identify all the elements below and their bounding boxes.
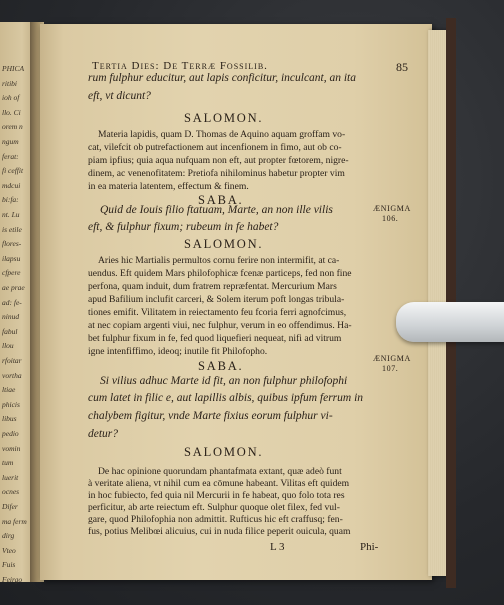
page-number: 85 [396, 60, 408, 74]
speaker-heading: SABA. [198, 193, 244, 207]
text-line: bet fulphur fixum in fe, fed quod liquefieri nequeat, nifi ad vitrum [88, 333, 342, 344]
running-head: Tertia Dies: De Terræ Fossilib. [92, 60, 268, 72]
left-page-line: cfpere [2, 268, 21, 278]
left-page-line: llou [2, 341, 14, 351]
text-line: eft, vt dicunt? [88, 90, 151, 102]
left-page-line: mdcui [2, 180, 21, 190]
text-line: rum fulphur educitur, aut lapis conficitur, inculcant, an ita [88, 72, 357, 84]
left-page-line: Difer [2, 502, 18, 511]
text-line: perfona, quam induit, dum fratrem repræfentat. Mercurium Mars [88, 281, 337, 292]
text-line: tiones emifit. Vilitatem in reiectamento feu fcoria ferri agnofcimus, [88, 307, 347, 318]
text-line: fus, potius Melibœi alicuius, cui in nuda filice peperit ouicula, quam [88, 526, 351, 537]
text-line: detur? [88, 428, 119, 440]
text-line: cat, vilefcit ob putrefactionem aut incenfionem in fimo, aut ob co- [88, 142, 342, 153]
page-clip [396, 302, 504, 342]
text-line: De hac opinione quorundam phantafmata extant, quæ adeò funt [98, 466, 342, 477]
text-line: cum latet in filic e, aut lapillis albis, quibus ipfum ferrum in [88, 392, 364, 404]
text-line: in hoc fubiecto, fed quia nil Mercurii in fe habeat, quo folo tota res [88, 490, 345, 501]
left-page-line: libus [2, 414, 17, 424]
left-page-line: ltiae [2, 385, 16, 395]
left-page-line: phicis [2, 399, 20, 409]
left-page-line: ioh of [2, 93, 20, 103]
margin-note-number: 106. [382, 214, 399, 223]
text-line: chalybem figitur, vnde Marte fixius eorum fulphur vi- [88, 410, 333, 422]
signature-mark: L 3 [270, 541, 285, 553]
left-page-line: ilapsu [2, 253, 21, 263]
margin-note-label: ÆNIGMA [373, 354, 411, 363]
text-line: gare, quod Philofophia non admittit. Rufticus hic eft craffusq; fen- [88, 514, 343, 525]
text-line: Quid de Iouis filio ftatuam, Marte, an non ille vilis [100, 204, 333, 216]
left-page-line: llo. Ci [2, 107, 21, 117]
left-page-line: tum [2, 458, 14, 468]
speaker-heading: SALOMON. [184, 111, 264, 125]
left-page-line: rfoitar [2, 356, 22, 365]
text-line: piam ipfius; quia aqua nufquam non eft, aut propter fœtorem, nigre- [88, 155, 349, 166]
left-page-line: ritibi [2, 78, 18, 88]
text-line: Materia lapidis, quam D. Thomas de Aquino aquam groffam vo- [98, 129, 346, 140]
left-page-line: vomin [2, 443, 21, 453]
speaker-heading: SABA. [198, 359, 244, 373]
text-line: in ea materia latentem, effectum & finem. [88, 181, 249, 192]
left-page-line: ad: fe- [2, 297, 22, 307]
left-page-line: PHICA [2, 64, 25, 73]
left-page-line: dirg [2, 531, 15, 541]
left-page-line: nt. Lu [2, 210, 20, 219]
left-page-line: pedio [2, 429, 19, 438]
left-page-line: ngum [2, 137, 19, 146]
left-page-line: luerit [2, 472, 19, 482]
left-page-line: ferat: [2, 151, 19, 161]
left-page-line: is etile [2, 224, 22, 234]
left-page-line: Feirgo [2, 575, 23, 584]
text-line: uendus. Eft quidem Mars philofophicæ fcenæ particeps, fed non fine [88, 268, 352, 279]
text-line: perficitur, ab arte reiectum eft. Sulphur quoque olet filex, fed vul- [88, 502, 340, 513]
text-line: Aries hic Martialis permultos cornu ferire non intermifit, at ca- [98, 255, 340, 266]
text-line: eft, & fulphur fixum; rubeum in fe habet? [88, 221, 279, 233]
left-page-line: vortha [2, 370, 22, 380]
text-line: igne intenfiffimo, ideoq; inutile fit Philofopho. [88, 346, 268, 357]
text-line: dinem, ac venenofitatem: Pretiofa nihilominus habetur propter vim [88, 168, 345, 179]
left-page-line: ma ferm [2, 516, 27, 526]
left-page-line: Vteo [2, 545, 16, 555]
text-line: at nec copiam argenti viui, nec fulphur, verum in eo offendimus. Ha- [88, 320, 352, 331]
left-page-line: fi ceffit [2, 166, 24, 176]
catchword: Phi- [360, 541, 379, 553]
left-page-line: bi:fa: [2, 195, 19, 205]
left-page-line: ninud [2, 312, 20, 322]
left-page-line: ocnes [2, 487, 20, 497]
left-page-line: Fuis [2, 560, 16, 570]
margin-note-label: ÆNIGMA [373, 204, 411, 213]
margin-note-number: 107. [382, 364, 399, 373]
left-page-line: fabul [2, 326, 18, 336]
speaker-heading: SALOMON. [184, 445, 264, 459]
speaker-heading: SALOMON. [184, 237, 264, 251]
text-line: à veritate aliena, vt nihil cum ea cōmune habeant. Vilitas eft quidem [88, 478, 350, 489]
text-line: Si vilius adhuc Marte id fit, an non fulphur philofophi [100, 375, 348, 387]
left-page-line: ae prae [2, 283, 25, 292]
text-line: apud Bafilium inclufit carceri, & Solem iterum poft longas tribula- [88, 294, 345, 305]
left-page-line: flores- [2, 239, 22, 249]
left-page-line: orem n [2, 122, 23, 132]
